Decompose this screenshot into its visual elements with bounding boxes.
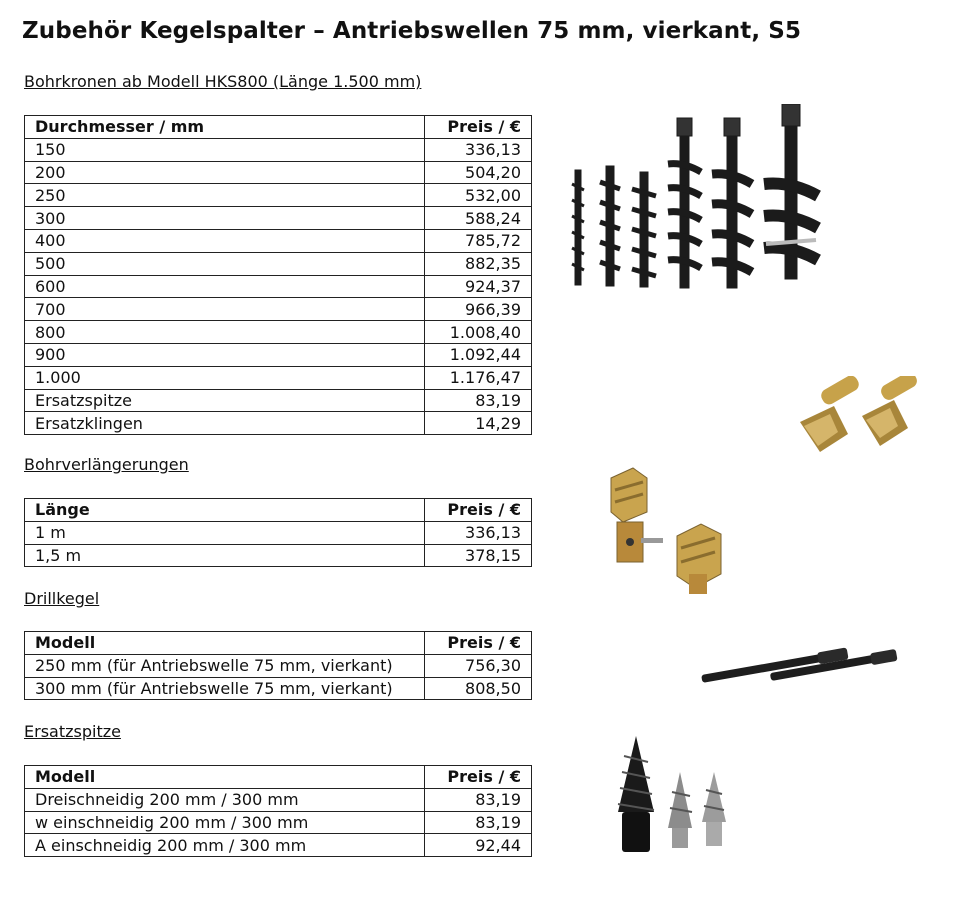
row-label: 700 [25, 298, 425, 321]
auger-bits-image [568, 104, 838, 294]
row-label: 1,5 m [25, 544, 425, 567]
section-heading-drillkegel: Drillkegel [24, 589, 100, 608]
extension-couplings-image [603, 466, 743, 598]
row-price: 785,72 [425, 229, 532, 252]
row-label: Ersatzklingen [25, 412, 425, 435]
row-price: 882,35 [425, 252, 532, 275]
row-label: Dreischneidig 200 mm / 300 mm [25, 788, 425, 811]
price-table-drillkegel [24, 631, 532, 700]
row-label: Ersatzspitze [25, 389, 425, 412]
row-price: 336,13 [425, 138, 532, 161]
table-row [25, 184, 532, 207]
row-price: 924,37 [425, 275, 532, 298]
table-row [25, 412, 532, 435]
row-price: 504,20 [425, 161, 532, 184]
table-header-row [25, 116, 532, 139]
row-price: 808,50 [425, 677, 532, 700]
table-row [25, 275, 532, 298]
row-label: 800 [25, 321, 425, 344]
row-label: 1 m [25, 521, 425, 544]
row-price: 532,00 [425, 184, 532, 207]
price-table-bohrkronen [24, 115, 532, 435]
row-price: 1.092,44 [425, 343, 532, 366]
table-row [25, 138, 532, 161]
row-price: 378,15 [425, 544, 532, 567]
row-price: 756,30 [425, 654, 532, 677]
table-row [25, 811, 532, 834]
row-label: A einschneidig 200 mm / 300 mm [25, 834, 425, 857]
row-label: 250 [25, 184, 425, 207]
table-row [25, 252, 532, 275]
row-price: 1.176,47 [425, 366, 532, 389]
page-title: Zubehör Kegelspalter – Antriebswellen 75 mm, vierkant, S5 [22, 18, 802, 44]
column-header: Durchmesser / mm [25, 116, 425, 139]
table-row [25, 161, 532, 184]
table-row [25, 298, 532, 321]
section-heading-bohrkronen: Bohrkronen ab Modell HKS800 (Länge 1.500 mm) [24, 72, 422, 91]
row-label: 300 mm (für Antriebswelle 75 mm, vierkant) [25, 677, 425, 700]
table-row [25, 207, 532, 230]
replacement-tips-image [796, 376, 922, 456]
row-label: w einschneidig 200 mm / 300 mm [25, 811, 425, 834]
splitting-cones-image [614, 732, 734, 856]
row-label: 250 mm (für Antriebswelle 75 mm, vierkant) [25, 654, 425, 677]
price-table-bohrverlaengerungen [24, 498, 532, 567]
row-label: 600 [25, 275, 425, 298]
column-header-price: Preis / € [425, 632, 532, 655]
column-header-price: Preis / € [425, 499, 532, 522]
row-price: 14,29 [425, 412, 532, 435]
table-row [25, 788, 532, 811]
table-row [25, 834, 532, 857]
row-label: 1.000 [25, 366, 425, 389]
row-label: 500 [25, 252, 425, 275]
table-row [25, 321, 532, 344]
table-header-row [25, 632, 532, 655]
column-header: Modell [25, 766, 425, 789]
row-price: 336,13 [425, 521, 532, 544]
row-price: 83,19 [425, 389, 532, 412]
section-heading-ersatzspitze: Ersatzspitze [24, 722, 121, 741]
row-label: 300 [25, 207, 425, 230]
table-row [25, 654, 532, 677]
table-row [25, 389, 532, 412]
table-row [25, 229, 532, 252]
table-row [25, 521, 532, 544]
price-table-ersatzspitze [24, 765, 532, 857]
column-header: Länge [25, 499, 425, 522]
table-row [25, 677, 532, 700]
drive-shafts-image [698, 636, 898, 684]
row-label: 150 [25, 138, 425, 161]
row-price: 83,19 [425, 811, 532, 834]
row-label: 900 [25, 343, 425, 366]
table-row [25, 366, 532, 389]
row-label: 400 [25, 229, 425, 252]
row-price: 83,19 [425, 788, 532, 811]
table-header-row [25, 499, 532, 522]
row-label: 200 [25, 161, 425, 184]
table-header-row [25, 766, 532, 789]
column-header: Modell [25, 632, 425, 655]
table-row [25, 343, 532, 366]
table-row [25, 544, 532, 567]
row-price: 588,24 [425, 207, 532, 230]
row-price: 92,44 [425, 834, 532, 857]
row-price: 966,39 [425, 298, 532, 321]
row-price: 1.008,40 [425, 321, 532, 344]
section-heading-bohrverlaengerungen: Bohrverlängerungen [24, 455, 189, 474]
column-header-price: Preis / € [425, 116, 532, 139]
column-header-price: Preis / € [425, 766, 532, 789]
